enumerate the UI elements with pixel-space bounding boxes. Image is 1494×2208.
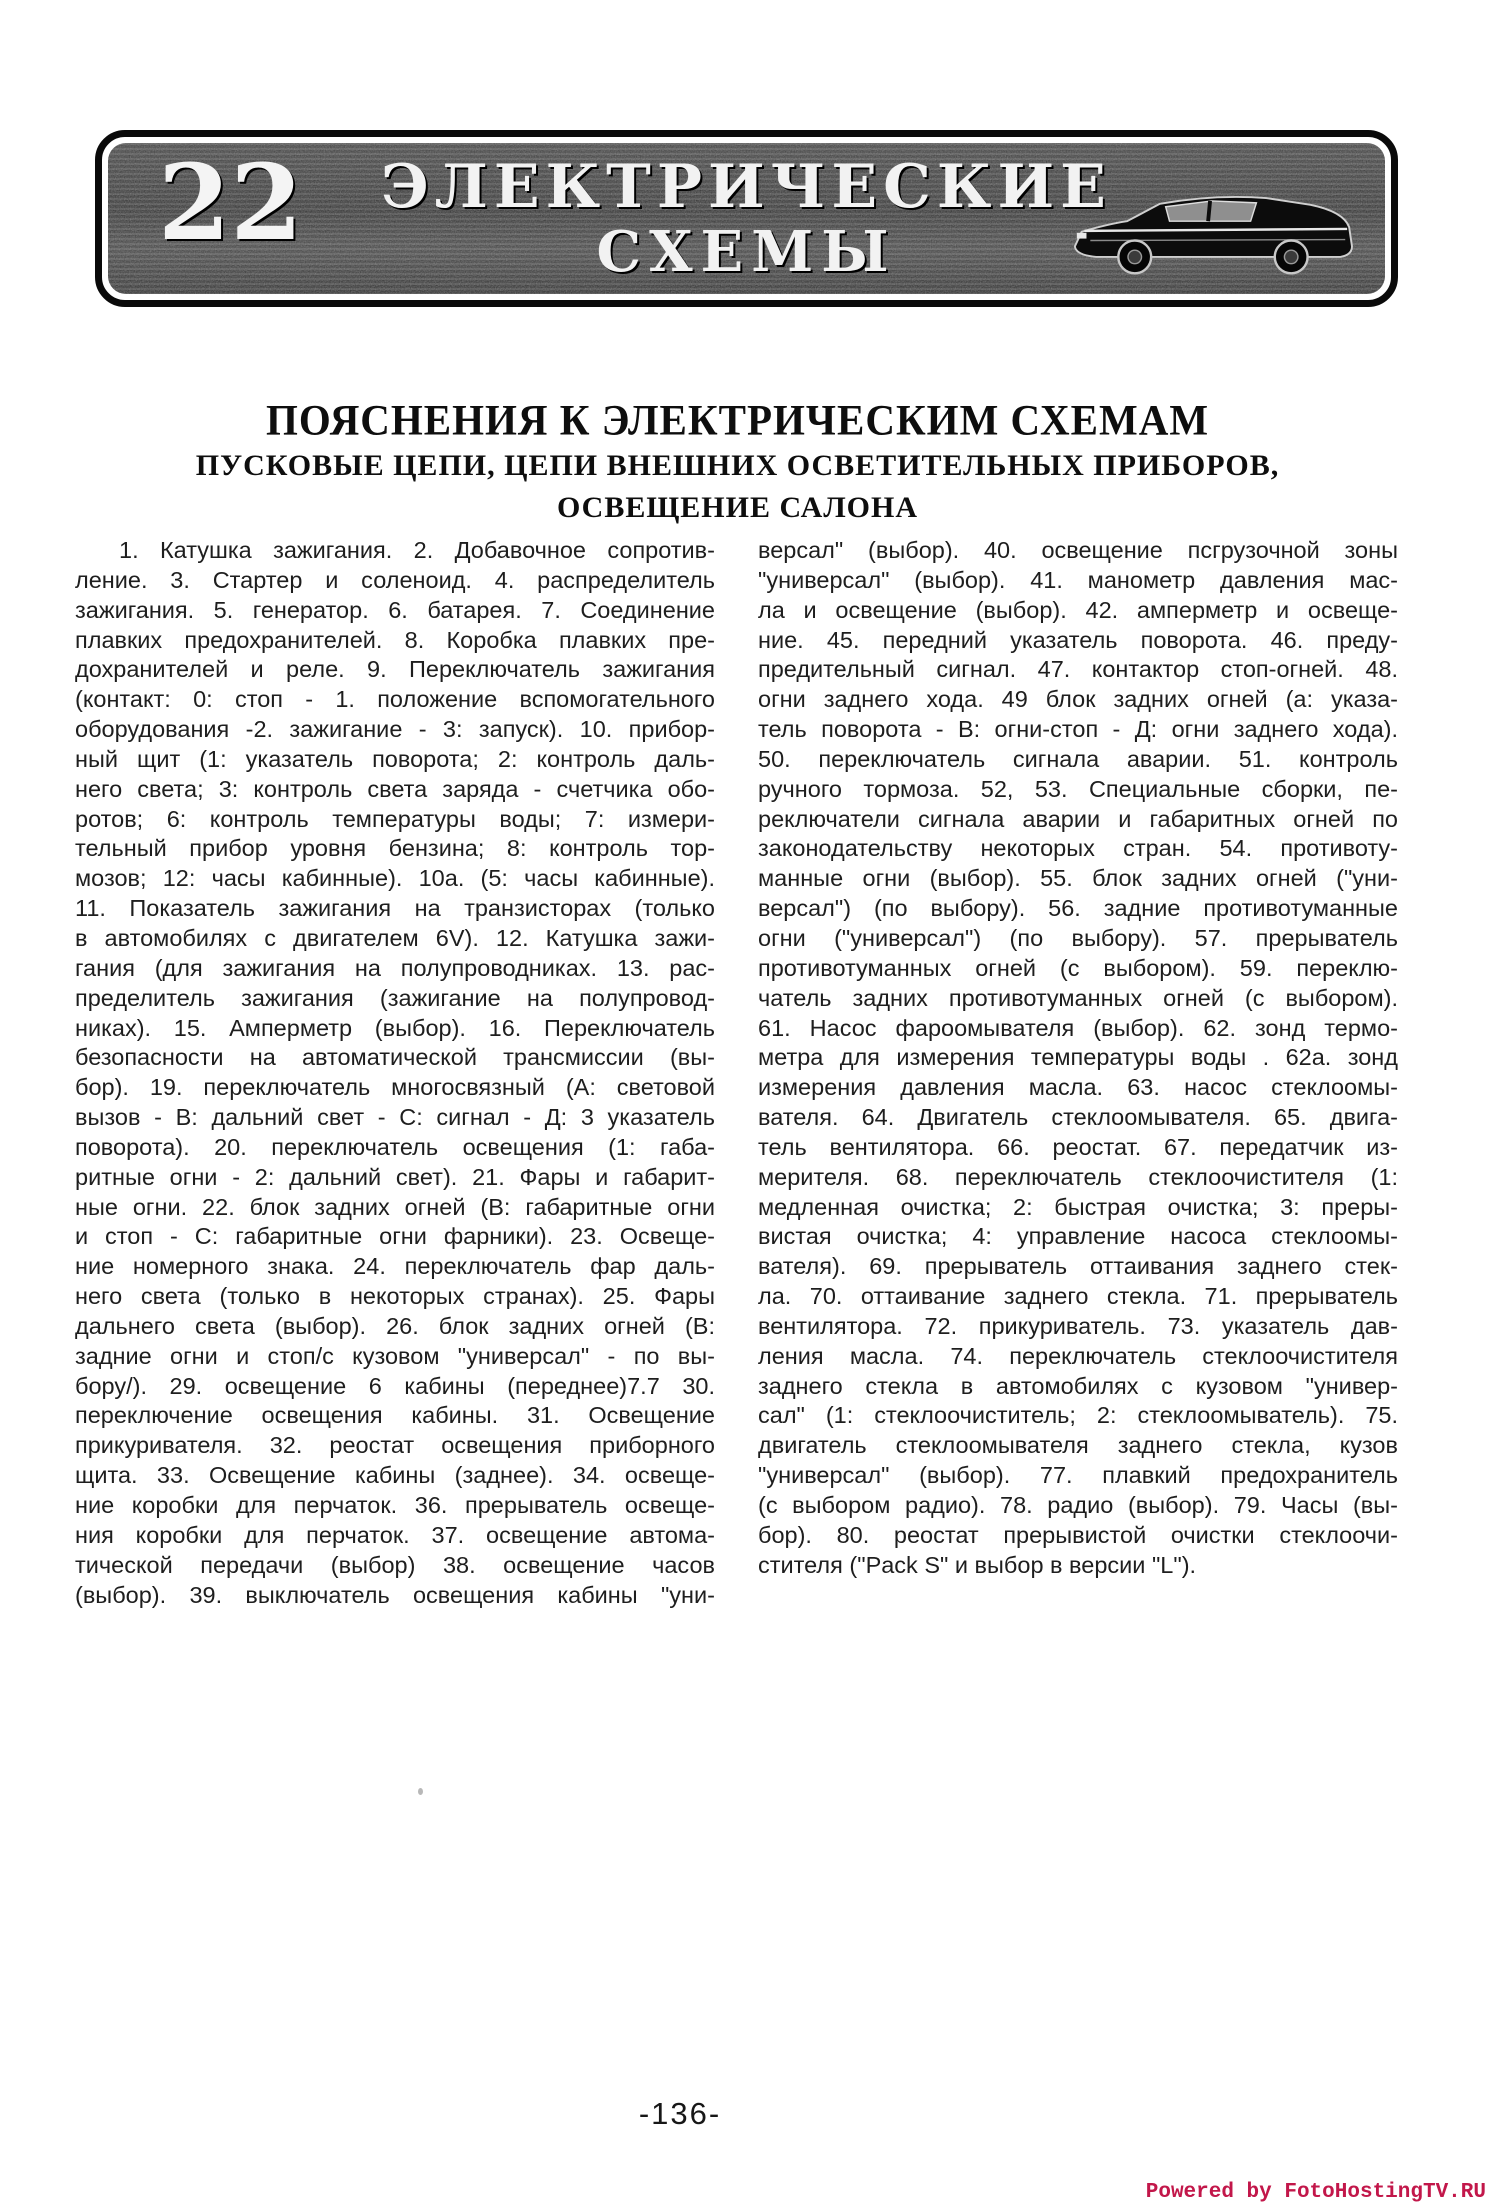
text-line: сал" (1: стеклоочиститель; 2: стеклоомыватель). 75.: [758, 1402, 1398, 1429]
text-line: никах). 15. Амперметр (выбор). 16. Переключатель: [75, 1014, 715, 1041]
text-line: тельный прибор уровня бензина; 8: контроль тор-: [75, 835, 715, 862]
text-line: переключение освещения кабины. 31. Освещение: [75, 1402, 715, 1429]
text-column-left: [75, 536, 715, 1610]
text-line: ления масла. 74. переключатель стеклоочистителя: [758, 1342, 1398, 1369]
text-line: реключатели сигнала аварии и габаритных огней по: [758, 805, 1398, 832]
text-line: бор). 80. реостат прерывистой очистки стеклоочи-: [758, 1521, 1398, 1548]
scan-speck: [418, 1788, 423, 1795]
text-line: вателя). 69. прерыватель оттаивания заднего стек-: [758, 1253, 1398, 1280]
text-line: безопасности на автоматической трансмиссии (вы-: [75, 1044, 715, 1071]
text-line: него света (только в некоторых странах). 25. Фары: [75, 1283, 715, 1310]
text-line: "универсал" (выбор). 41. манометр давления мас-: [758, 566, 1398, 593]
text-line: и стоп - С: габаритные огни фарники). 23. Освеще-: [75, 1223, 715, 1250]
text-line: мозов; 12: часы кабинные). 10а. (5: часы кабинные).: [75, 865, 715, 892]
text-line: ние. 45. передний указатель поворота. 46. преду-: [758, 626, 1398, 653]
text-line: версал" (выбор). 40. освещение псгрузочной зоны: [758, 537, 1398, 563]
section-heading: [75, 396, 1400, 529]
chapter-title-line2: СХЕМЫ: [596, 219, 897, 285]
text-line: пределитель зажигания (зажигание на полупровод-: [75, 984, 715, 1011]
text-line: вистая очистка; 4: управление насоса стеклоомы-: [758, 1223, 1398, 1250]
sedan-car-side-icon: [1067, 171, 1357, 283]
chapter-banner: [95, 130, 1398, 307]
text-line: гания (для зажигания на полупроводниках. 13. рас-: [75, 954, 715, 981]
text-line: противотуманных огней (с выбором). 59. переклю-: [758, 954, 1398, 981]
text-line: поворота). 20. переключатель освещения (1: габа-: [75, 1133, 715, 1160]
text-line: предительный сигнал. 47. контактор стоп-огней. 48.: [758, 656, 1398, 683]
text-line: (выбор). 39. выключатель освещения кабины "уни-: [75, 1581, 715, 1608]
text-line: прикуривателя. 32. реостат освещения приборного: [75, 1432, 715, 1459]
text-line: дохранителей и реле. 9. Переключатель зажигания: [75, 656, 715, 683]
text-line: ние номерного знака. 24. переключатель фар даль-: [75, 1253, 715, 1280]
chapter-title-line1: ЭЛЕКТРИЧЕСКИЕ: [381, 152, 1112, 222]
text-line: ние коробки для перчаток. 36. прерыватель освеще-: [75, 1492, 715, 1518]
text-line: (контакт: 0: стоп - 1. положение вспомогательного: [75, 686, 715, 713]
text-line: него света; 3: контроль света заряда - счетчика обо-: [75, 775, 715, 802]
text-line: ротов; 6: контроль температуры воды; 7: измери-: [75, 805, 715, 832]
text-line: огни ("универсал") (по выбору). 57. прерыватель: [758, 924, 1398, 951]
text-line: медленная очистка; 2: быстрая очистка; 3: преры-: [758, 1193, 1398, 1220]
text-line: дальнего света (выбор). 26. блок задних огней (В:: [75, 1312, 715, 1339]
text-line: мерителя. 68. переключатель стеклоочистителя (1:: [758, 1163, 1398, 1190]
text-line: ный щит (1: указатель поворота; 2: контроль даль-: [75, 745, 715, 772]
text-line: ручного тормоза. 52, 53. Специальные сборки, пе-: [758, 775, 1398, 802]
text-line: ритные огни - 2: дальний свет). 21. Фары и габарит-: [75, 1163, 715, 1190]
text-line: вызов - В: дальний свет - С: сигнал - Д: 3 указатель: [75, 1104, 715, 1131]
section-title: ПОЯСНЕНИЯ К ЭЛЕКТРИЧЕСКИМ СХЕМАМ: [265, 395, 1210, 445]
text-line: 1. Катушка зажигания. 2. Добавочное сопротив-: [119, 537, 715, 563]
text-line: огни заднего хода. 49 блок задних огней (а: указа-: [758, 686, 1398, 713]
text-line: 11. Показатель зажигания на транзисторах (только: [75, 895, 715, 922]
text-line: стителя ("Pack S" и выбор в версии "L").: [758, 1551, 1197, 1578]
text-line: ла и освещение (выбор). 42. амперметр и освеще-: [758, 596, 1398, 623]
text-line: тической передачи (выбор) 38. освещение часов: [75, 1551, 715, 1578]
page-number: -136-: [638, 2096, 722, 2131]
text-line: тель поворота - В: огни-стоп - Д: огни заднего хода).: [758, 716, 1398, 743]
text-line: тель вентилятора. 66. реостат. 67. передатчик из-: [758, 1133, 1398, 1160]
text-line: измерения давления масла. 63. насос стеклоомы-: [758, 1074, 1398, 1101]
watermark: Powered by FotoHostingTV.RU: [1145, 2181, 1486, 2204]
text-line: ление. 3. Стартер и соленоид. 4. распределитель: [75, 566, 715, 593]
section-subtitle-line2: ОСВЕЩЕНИЕ САЛОНА: [556, 491, 919, 525]
chapter-banner-background: [108, 143, 1385, 294]
text-line: 61. Насос фароомывателя (выбор). 62. зонд термо-: [758, 1014, 1398, 1041]
text-line: "универсал" (выбор). 77. плавкий предохранитель: [758, 1462, 1398, 1489]
text-column-right: [758, 536, 1398, 1581]
text-line: ные огни. 22. блок задних огней (В: габаритные огни: [75, 1193, 715, 1220]
text-line: 50. переключатель сигнала аварии. 51. контроль: [758, 745, 1398, 772]
text-line: бору/). 29. освещение 6 кабины (переднее)7.7 30.: [75, 1372, 715, 1399]
text-line: заднего стекла в автомобилях с кузовом "универ-: [758, 1372, 1398, 1399]
text-line: бор). 19. переключатель многосвязный (А: световой: [75, 1074, 715, 1101]
text-line: щита. 33. Освещение кабины (заднее). 34. освеще-: [75, 1462, 715, 1489]
text-line: вателя. 64. Двигатель стеклоомывателя. 65. двига-: [758, 1104, 1398, 1131]
text-line: ния коробки для перчаток. 37. освещение автома-: [75, 1521, 715, 1548]
text-line: законодательству некоторых стран. 54. противоту-: [758, 835, 1398, 862]
text-line: (с выбором радио). 78. радио (выбор). 79. Часы (вы-: [758, 1492, 1398, 1518]
text-line: в автомобилях с двигателем 6V). 12. Катушка зажи-: [75, 924, 715, 951]
section-subtitle-line1: ПУСКОВЫЕ ЦЕПИ, ЦЕПИ ВНЕШНИХ ОСВЕТИТЕЛЬНЫХ ПРИБОРОВ,: [195, 449, 1280, 483]
text-line: ла. 70. оттаивание заднего стекла. 71. прерыватель: [758, 1283, 1398, 1310]
text-line: двигатель стеклоомывателя заднего стекла, кузов: [758, 1432, 1398, 1459]
chapter-number: 22: [158, 143, 303, 264]
text-line: манные огни (выбор). 55. блок задних огней ("уни-: [758, 865, 1398, 892]
text-line: зажигания. 5. генератор. 6. батарея. 7. Соединение: [75, 596, 715, 623]
text-line: версал") (по выбору). 56. задние противотуманные: [758, 895, 1398, 922]
text-line: плавких предохранителей. 8. Коробка плавких пре-: [75, 626, 715, 653]
text-line: оборудования -2. зажигание - 3: запуск). 10. прибор-: [75, 716, 715, 743]
text-line: задние огни и стоп/с кузовом "универсал" - по вы-: [75, 1342, 715, 1369]
text-line: вентилятора. 72. прикуриватель. 73. указатель дав-: [758, 1312, 1398, 1339]
text-line: метра для измерения температуры воды . 62а. зонд: [758, 1044, 1398, 1071]
text-line: чатель задних противотуманных огней (с выбором).: [758, 984, 1398, 1011]
